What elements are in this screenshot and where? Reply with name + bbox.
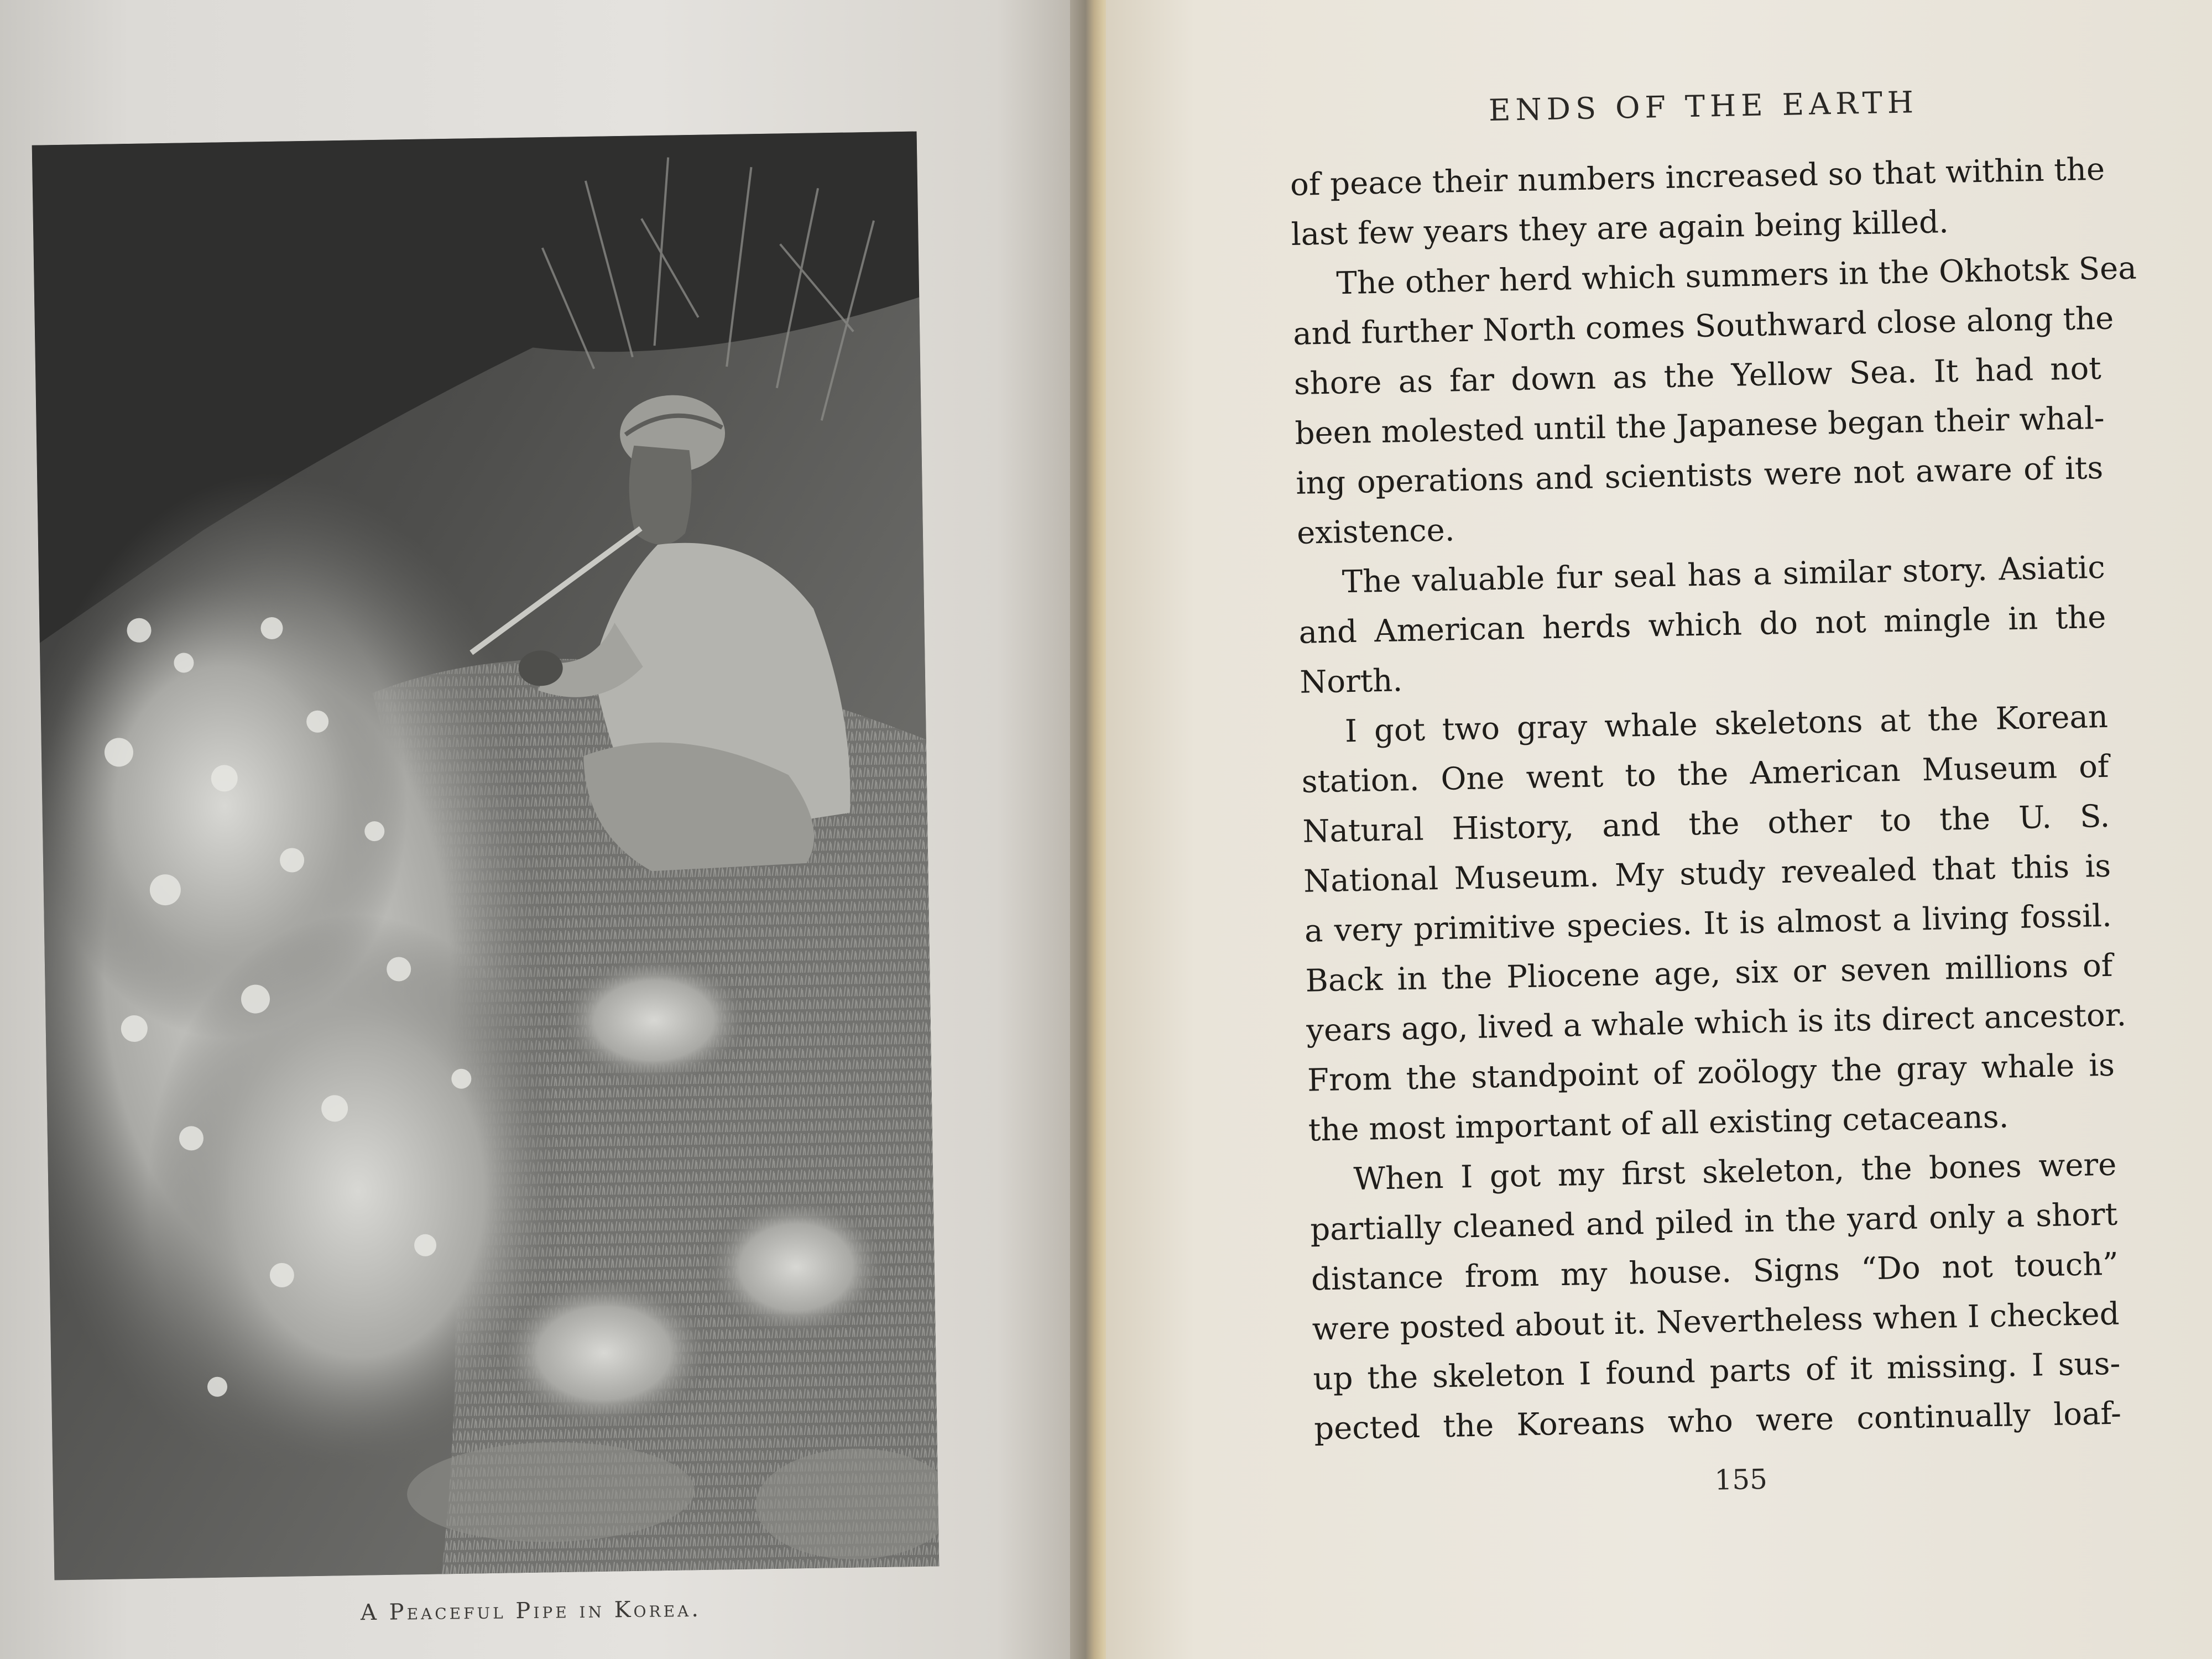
text-line: years ago, lived a whale which is its direct ancestor. [1306,997,2127,1049]
running-head: ENDS OF THE EARTH [1488,85,1919,128]
text-line: and further North comes Southward close along the [1292,300,2114,352]
text-line: last few years they are again being killed. [1291,204,1949,253]
text-line: the most important of all existing cetaceans. [1308,1099,2009,1149]
body-text [1290,145,2137,1454]
page-number: 155 [1714,1463,1768,1496]
text-line: ing operations and scientists were not aware of its [1295,450,2104,502]
photo-caption: A Peaceful Pipe in Korea. [360,1596,702,1626]
text-line: Back in the Pliocene age, six or seven millions of [1305,947,2114,999]
text-line: of peace their numbers increased so that within the [1290,151,2105,203]
text-line: distance from my house. Signs “Do not touch” [1311,1246,2119,1298]
text-line: From the standpoint of zoölogy the gray whale is [1307,1047,2115,1099]
text-line: The valuable fur seal has a similar story. Asiatic [1342,549,2106,601]
text-line: Natural History, and the other to the U. S. [1302,798,2110,850]
text-line: shore as far down as the Yellow Sea. It had not [1293,350,2102,402]
left-page [0,0,1084,1659]
text-line: a very primitive species. It is almost a living fossil. [1304,898,2112,950]
photograph-plate [32,132,940,1580]
text-line: National Museum. My study revealed that this is [1303,848,2111,900]
text-line: North. [1299,662,1403,701]
text-line: partially cleaned and piled in the yard only a short [1310,1196,2118,1248]
text-line: up the skeleton I found parts of it missing. I sus- [1312,1345,2121,1397]
text-line: station. One went to the American Museum of [1301,748,2110,800]
text-line: been molested until the Japanese began their whal- [1295,400,2105,452]
text-line: The other herd which summers in the Okhotsk Sea [1335,250,2137,302]
text-line: were posted about it. Nevertheless when I checked [1312,1296,2120,1348]
page-text-block [1288,81,2137,1504]
text-line: existence. [1296,512,1455,551]
text-line: When I got my first skeleton, the bones were [1353,1146,2117,1198]
text-line: pected the Koreans who were continually loaf- [1313,1395,2122,1447]
photograph [32,132,940,1580]
text-line: and American herds which do not mingle in the [1298,599,2106,651]
text-line: I got two gray whale skeletons at the Korean [1344,698,2109,750]
